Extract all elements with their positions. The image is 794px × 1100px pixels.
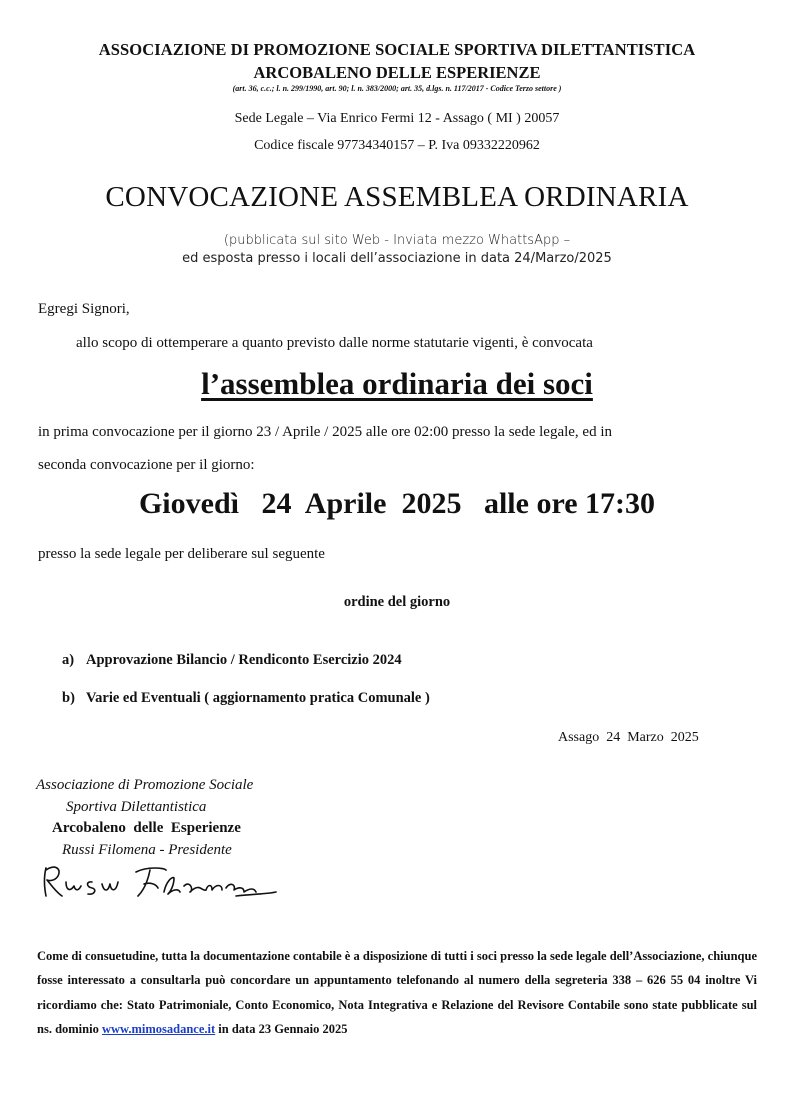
agenda-heading: ordine del giorno	[343, 594, 451, 610]
handwritten-signature	[40, 862, 280, 907]
assembly-heading	[0, 366, 794, 402]
document-title: CONVOCAZIONE ASSEMBLEA ORDINARIA	[105, 181, 689, 213]
meeting-date: Giovedì 24 Aprile 2025 alle ore 17:30	[138, 487, 656, 520]
signature-president: Russi Filomena - Presidente	[62, 842, 232, 858]
agenda-item	[62, 652, 402, 669]
footer-text-end: in data 23 Gennaio 2025	[215, 1022, 348, 1037]
intro-text: allo scopo di ottemperare a quanto previsto dalle norme statutarie vigenti, è convocata	[76, 335, 593, 351]
greeting: Egregi Signori,	[38, 301, 130, 317]
agenda-item-label: a)	[62, 652, 75, 668]
publication-note-line1: (pubblicata sul sito Web - Inviata mezzo WhattsApp –	[223, 233, 571, 248]
legal-address: Sede Legale – Via Enrico Fermi 12 - Assago ( MI ) 20057	[234, 111, 560, 126]
place-and-date: Assago 24 Marzo 2025	[558, 730, 699, 745]
association-name: ASSOCIAZIONE DI PROMOZIONE SOCIALE SPORTIVA DILETTANTISTICA	[98, 40, 696, 59]
association-subname: ARCOBALENO DELLE ESPERIENZE	[253, 63, 541, 82]
tax-codes: Codice fiscale 97734340157 – P. Iva 09332220962	[254, 138, 540, 153]
legal-references: (art. 36, c.c.; l. n. 299/1990, art. 90; l. n. 383/2000; art. 35, d.lgs. n. 117/2017 - Codice Terzo settore )	[232, 84, 562, 93]
footer-text: Come di consuetudine, tutta la documentazione contabile è a disposizione di tutti i soci presso la sede legale dell’Associazione, chiunque fosse interessato a consultarla può concordare un appuntamento telefonando al numero della segreteria 338 – 626 55 04 inoltre Vi ricordiamo che: Stato Patrimoniale, Conto Economico, Nota Integrativa e Relazione del Revisore Contabile sono state pubblicate sul ns. dominio	[37, 949, 757, 1037]
first-call-text: in prima convocazione per il giorno 23 / Aprile / 2025 alle ore 02:00 presso la sede legale, ed in	[38, 424, 612, 440]
footer-note	[37, 944, 757, 1042]
website-link[interactable]: www.mimosadance.it	[101, 1022, 216, 1037]
agenda-item-text: Approvazione Bilancio / Rendiconto Esercizio 2024	[86, 652, 402, 668]
signature-org-line2: Sportiva Dilettantistica	[66, 799, 207, 815]
agenda-item	[62, 690, 430, 707]
assembly-heading-text: l’assemblea ordinaria dei soci	[201, 366, 593, 401]
agenda-item-text: Varie ed Eventuali ( aggiornamento pratica Comunale )	[86, 690, 430, 706]
agenda-item-label: b)	[62, 690, 75, 706]
signature-org-name: Arcobaleno delle Esperienze	[52, 820, 241, 836]
second-call-text: seconda convocazione per il giorno:	[38, 457, 255, 473]
deliberation-text: presso la sede legale per deliberare sul seguente	[38, 546, 325, 562]
publication-note-line2: ed esposta presso i locali dell’associazione in data 24/Marzo/2025	[182, 251, 612, 266]
signature-org-line1: Associazione di Promozione Sociale	[36, 777, 254, 793]
